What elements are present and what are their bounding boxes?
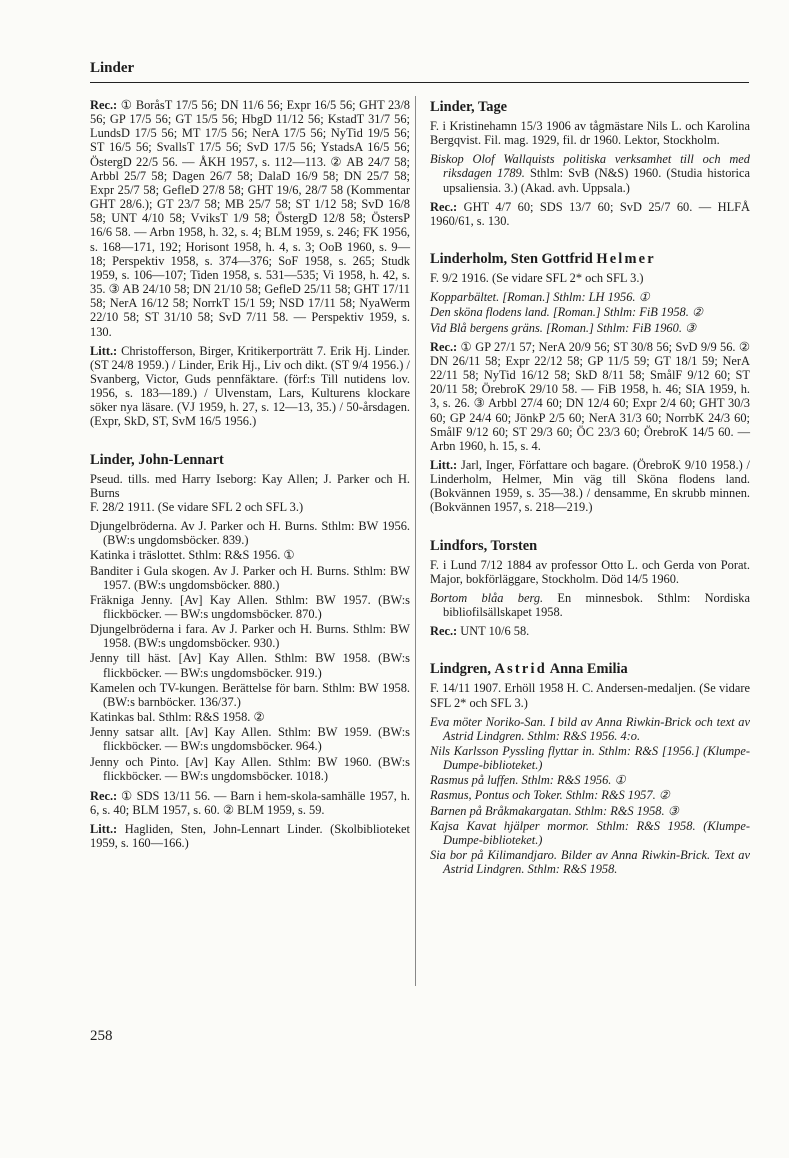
rec-text: ① GP 27/1 57; NerA 20/9 56; ST 30/8 56; SvD 9/9 56. ② DN 26/11 58; Expr 22/12 58; GP 11/5 59; GT 18/1 59; NerA 22/11 58; NyTid 16/12 58; SkD 8/11 58; SmålF 9/12 60; ST 20/11 58; ÖrebroK 29/10 58. — FiB 1958, h. 46; SIA 1959, h. 3, s. 26. ③ Arbbl 27/4 60; DN 12/4 60; Expr 2/4 60; GHT 30/3 60; GP 24/4 60; JönkP 2/5 60; NerA 31/3 60; NorrbK 24/3 60; SmålF 9/12 60; ST 29/3 60; ÖC 23/3 60; ÖrebroK 14/5 60. — Arbn 1960, h. 15, s. 4. xyxy=(430,339,750,453)
heading-spaced-name: Astrid xyxy=(494,661,547,678)
header-rule xyxy=(90,82,749,83)
work-item: Den sköna flodens land. [Roman.] Sthlm: FiB 1958. ② xyxy=(430,305,704,320)
torsten-reviews xyxy=(430,624,750,638)
linder-erik-literature xyxy=(90,344,410,429)
rec-label: Rec.: xyxy=(430,624,458,639)
entry-heading-tage: Linder, Tage xyxy=(430,99,508,115)
helmer-birth: F. 9/2 1916. (Se vidare SFL 2* och SFL 3.) xyxy=(430,271,644,286)
right-column xyxy=(430,98,750,877)
work-item: Kopparbältet. [Roman.] Sthlm: LH 1956. ① xyxy=(430,290,650,305)
john-literature xyxy=(90,822,410,850)
heading-name: Lindgren, xyxy=(430,661,491,678)
work-item: Banditer i Gula skogen. Av J. Parker och H. Burns. Sthlm: BW 1957. (BW:s ungdomsböcker. 880.) xyxy=(90,563,410,592)
work-item: Katinka i träslottet. Sthlm: R&S 1956. ① xyxy=(90,548,295,563)
page-number: 258 xyxy=(90,1028,113,1044)
column-divider xyxy=(415,96,416,986)
work-item: Fräkniga Jenny. [Av] Kay Allen. Sthlm: BW 1957. (BW:s flickböcker. — BW:s ungdomsböcker. 870.) xyxy=(90,592,410,621)
work-item: Eva möter Noriko-San. I bild av Anna Riwkin-Brick och text av Astrid Lindgren. Sthlm: R&S 1956. 4:o. xyxy=(430,714,750,743)
tage-reviews xyxy=(430,200,750,228)
work-item: Kajsa Kavat hjälper mormor. Sthlm: R&S 1958. (Klumpe-Dumpe-biblioteket.) xyxy=(430,818,750,847)
work-item: Jenny och Pinto. [Av] Kay Allen. Sthlm: BW 1960. (BW:s flickböcker. — BW:s ungdomsböcker. 1018.) xyxy=(90,754,410,783)
work-item: Djungelbröderna. Av J. Parker och H. Burns. Sthlm: BW 1956. (BW:s ungdomsböcker. 839.) xyxy=(90,519,410,548)
work-item: Jenny till häst. [Av] Kay Allen. Sthlm: BW 1958. (BW:s flickböcker. — BW:s ungdomsböcker. 919.) xyxy=(90,651,410,680)
rec-text: UNT 10/6 58. xyxy=(460,624,530,639)
work-details: Sthlm: SvB (N&S) 1960. (Studia historica upsaliensia. 3.) (Akad. avh. Uppsala.) xyxy=(443,166,750,195)
work-item: Rasmus, Pontus och Toker. Sthlm: R&S 1957. ② xyxy=(430,788,670,803)
work-item: Jenny satsar allt. [Av] Kay Allen. Sthlm: BW 1959. (BW:s flickböcker. — BW:s ungdomsböcker. 964.) xyxy=(90,725,410,754)
work-item: Nils Karlsson Pyssling flyttar in. Sthlm: R&S [1956.] (Klumpe-Dumpe-biblioteket.) xyxy=(430,744,750,773)
work-item: Djungelbröderna i fara. Av J. Parker och H. Burns. Sthlm: BW 1958. (BW:s ungdomsböcker. 930.) xyxy=(90,622,410,651)
work-details: En minnesbok. Sthlm: Nordiska bibliofilsällskapet 1958. xyxy=(443,590,750,620)
work-title: Biskop Olof Wallquists politiska verksamhet till och med riksdagen 1789. xyxy=(430,152,750,181)
work-item: Sia bor på Kilimandjaro. Bilder av Anna Riwkin-Brick. Text av Astrid Lindgren. Sthlm: R&S 1958. xyxy=(430,848,750,877)
entry-heading-astrid xyxy=(430,660,750,678)
work-item: Barnen på Bråkmakargatan. Sthlm: R&S 1958. ③ xyxy=(430,803,679,818)
litt-text: Christofferson, Birger, Kritikerporträtt 7. Erik Hj. Linder. (ST 24/8 1959.) / Linder, Erik Hj., Liv och dikt. (ST 9/4 1956.) / Svanberg, Victor, Guds pennfäktare. (förf:s Till nutidens lov. 1956, s. 183—189.) / Ulvenstam, Lars, Kulturens klockare söker nya läsare. (VJ 1959, h. 27, s. 12—13, 35.) / 50-årsdagen. (Expr, SkD, ST, SvM 16/5 1956.) xyxy=(90,343,410,429)
astrid-bio: F. 14/11 1907. Erhöll 1958 H. C. Andersen-medaljen. (Se vidare SFL 2* och SFL 3.) xyxy=(430,681,750,710)
work-item: Vid Blå bergens gräns. [Roman.] Sthlm: FiB 1960. ③ xyxy=(430,320,697,335)
litt-text: Hagliden, Sten, John-Lennart Linder. (Skolbiblioteket 1959, s. 160—166.) xyxy=(90,822,410,851)
rec-label: Rec.: xyxy=(90,98,118,112)
heading-name-suffix: Anna Emilia xyxy=(549,661,628,678)
entry-heading-john-lennart: Linder, John-Lennart xyxy=(90,451,224,468)
work-item: Kamelen och TV-kungen. Berättelse för barn. Sthlm: BW 1958. (BW:s barnböcker. 136/37.) xyxy=(90,680,410,709)
linder-erik-reviews xyxy=(90,98,410,339)
rec-label: Rec.: xyxy=(430,339,458,354)
work-item xyxy=(430,152,750,194)
pseudonym-line: Pseud. tills. med Harry Iseborg: Kay Allen; J. Parker och H. Burns xyxy=(90,471,410,500)
work-item: Rasmus på luffen. Sthlm: R&S 1956. ① xyxy=(430,773,626,788)
rec-label: Rec.: xyxy=(430,199,458,214)
litt-label: Litt.: xyxy=(430,457,458,472)
running-head: Linder xyxy=(90,60,135,76)
work-item: Katinkas bal. Sthlm: R&S 1958. ② xyxy=(90,710,265,725)
rec-text: ① SDS 13/11 56. — Barn i hem-skola-samhälle 1957, h. 6, s. 40; BLM 1957, s. 60. ② BLM 1959, s. 59. xyxy=(90,788,410,818)
tage-bio: F. i Kristinehamn 15/3 1906 av tågmästare Nils L. och Karolina Bergqvist. Fil. mag. 1929, fil. dr 1960. Lektor, Stockholm. xyxy=(430,119,750,148)
torsten-bio: F. i Lund 7/12 1884 av professor Otto L. och Gerda von Porat. Major, bokförläggare, Stockholm. Död 14/5 1960. xyxy=(430,557,750,586)
work-item xyxy=(430,591,750,619)
rec-text: ① BoråsT 17/5 56; DN 11/6 56; Expr 16/5 56; GHT 23/8 56; GP 17/5 56; GT 15/5 56; HbgD 11/12 56; KstadT 31/7 56; LundsD 17/5 56; MT 17/5 56; NerA 17/5 56; NyTid 19/5 56; ST 16/5 56; SvallsT 17/5 56; SvD 17/5 56; YstadsA 16/5 56; ÖstergD 22/5 56. — ÅKH 1957, s. 112—113. ② AB 24/7 58; Arbbl 25/7 58; Dagen 26/7 58; DalaD 16/9 58; DN 25/7 58; Expr 25/7 58; GefleD 27/8 58; GHT 19/6, 28/7 58 (Kommentar GHT 28/6.); GT 23/7 58; MB 25/7 58; ST 1/12 58; SvD 16/8 58; UNT 4/10 58; VviksT 1/9 58; ÖstergD 12/8 58; ÖstersP 16/6 58. — Arbn 1958, h. 32, s. 4; BLM 1959, s. 246; FK 1956, s. 168—171, 192; Horisont 1958, h. 4, s. 3; OoB 1960, s. 9—18; Perspektiv 1958, s. 374—376; SoF 1958, s. 265; Studk 1959, s. 106—107; Tiden 1958, s. 531—535; Vi 1958, h. 42, s. 35. ③ AB 24/10 58; DN 21/10 58; GefleD 25/11 58; GHT 17/11 58; NerA 16/12 58; NorrkT 15/1 59; NSD 17/11 58; NyaWerm 22/10 58; ST 31/10 58; SvD 7/11 58. — Perspektiv 1959, s. 130. xyxy=(90,98,410,339)
heading-name: Linderholm, Sten Gottfrid xyxy=(430,251,593,268)
helmer-literature xyxy=(430,458,750,515)
helmer-reviews xyxy=(430,340,750,453)
entry-heading-torsten: Lindfors, Torsten xyxy=(430,537,538,554)
litt-label: Litt.: xyxy=(90,343,118,358)
entry-heading-helmer xyxy=(430,250,750,268)
litt-text: Jarl, Inger, Författare och bagare. (ÖrebroK 9/10 1958.) / Linderholm, Helmer, Min väg till Sköna flodens land. (Bokvännen 1959, s. 35—38.) / densamme, En skrubb minnen. (Bokvännen 1957, s. 218—219.) xyxy=(430,457,750,515)
rec-text: GHT 4/7 60; SDS 13/7 60; SvD 25/7 60. — HLFÅ 1960/61, s. 130. xyxy=(430,199,750,228)
birth-line: F. 28/2 1911. (Se vidare SFL 2 och SFL 3.) xyxy=(90,499,304,514)
left-column xyxy=(90,98,410,856)
rec-label: Rec.: xyxy=(90,788,118,803)
heading-spaced-name: Helmer xyxy=(596,251,656,268)
john-reviews xyxy=(90,789,410,817)
litt-label: Litt.: xyxy=(90,822,118,837)
work-title: Bortom blåa berg. xyxy=(430,590,544,605)
